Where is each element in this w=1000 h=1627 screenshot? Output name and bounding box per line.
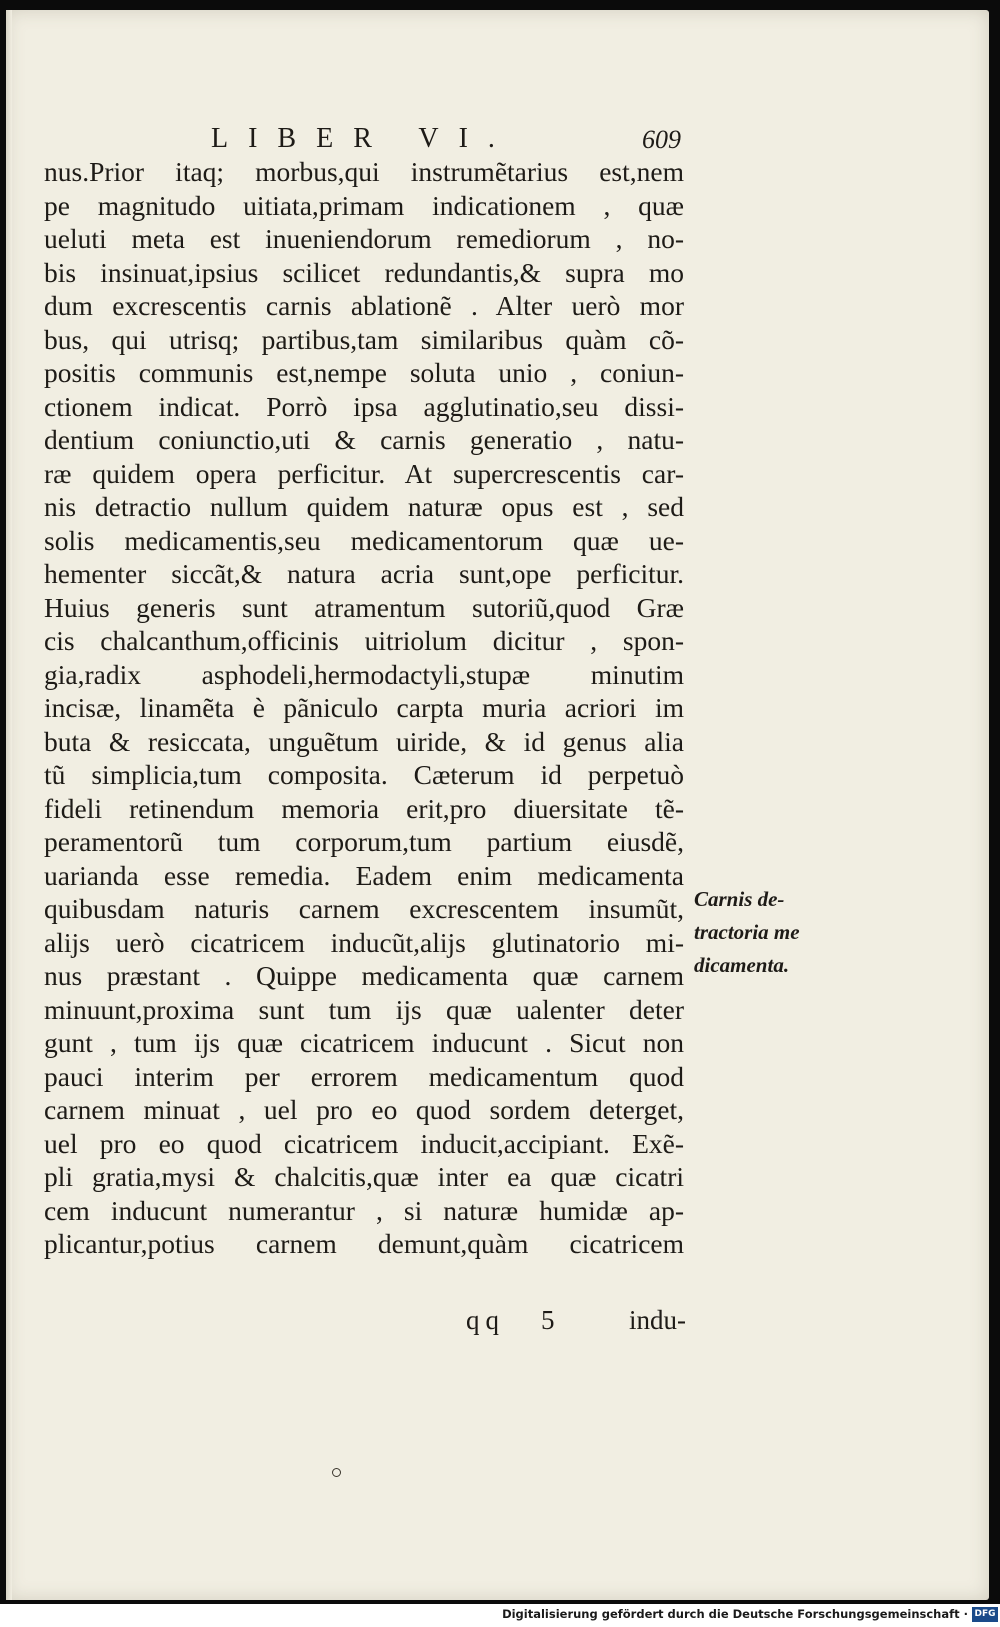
- digitization-credit-bar: [0, 1604, 1000, 1627]
- text-line: peramentorũ tum corporum,tum partium eiusdẽ,: [44, 826, 684, 857]
- main-text-block: [44, 155, 684, 1261]
- page-number: 609: [642, 125, 681, 154]
- text-line: bus, qui utrisq; partibus,tam similaribus quàm cõ-: [44, 323, 684, 355]
- book-page: [6, 10, 989, 1600]
- text-line: ræ quidem opera perficitur. At supercrescentis car-: [44, 457, 684, 489]
- text-line: cis chalcanthum,officinis uitriolum dicitur , spon-: [44, 625, 684, 656]
- text-line: Huius generis sunt atramentum sutoriũ,quod Græ: [44, 591, 684, 623]
- text-line: gia,radix asphodeli,hermodactyli,stupæ minutim: [44, 658, 684, 690]
- text-line: plicantur,potius carnem demunt,quàm cicatricem: [44, 1228, 684, 1259]
- text-line: uarianda esse remedia. Eadem enim medicamenta: [44, 859, 684, 891]
- text-line: hementer siccãt,& natura acria sunt,ope perficitur.: [44, 558, 684, 589]
- text-line: ctionem indicat. Porrò ipsa agglutinatio,seu dissi-: [44, 390, 684, 422]
- text-line: fideli retinendum memoria erit,pro diuersitate tẽ-: [44, 792, 684, 824]
- text-line: incisæ, linamẽta è pãniculo carpta muria acriori im: [44, 692, 684, 723]
- marginal-note-line: dicamenta.: [694, 953, 790, 977]
- credit-text: Digitalisierung gefördert durch die Deutsche Forschungsgemeinschaft ·: [502, 1607, 968, 1621]
- text-line: nus.Prior itaq; morbus,qui instrumẽtarius est,nem: [44, 156, 684, 187]
- marginal-note-line: tractoria me: [694, 920, 800, 944]
- dfg-logo: DFG: [972, 1607, 998, 1622]
- text-line: pli gratia,mysi & chalcitis,quæ inter ea quæ cicatri: [44, 1161, 684, 1192]
- text-line: ueluti meta est inueniendorum remediorum , no-: [44, 223, 684, 254]
- page-footer: [466, 1305, 686, 1341]
- text-line: quibusdam naturis carnem excrescentem insumũt,: [44, 893, 684, 924]
- text-line: tũ simplicia,tum composita. Cæterum id perpetuò: [44, 759, 684, 790]
- text-line: pauci interim per errorem medicamentum quod: [44, 1060, 684, 1092]
- text-line: uel pro eo quod cicatricem inducit,accipiant. Exẽ-: [44, 1127, 684, 1159]
- text-line: pe magnitudo uitiata,primam indicationem , quæ: [44, 189, 684, 221]
- text-line: positis communis est,nempe soluta unio , coniun-: [44, 357, 684, 388]
- text-line: minuunt,proxima sunt tum ijs quæ ualenter deter: [44, 993, 684, 1025]
- page-gutter-edge: [6, 10, 12, 1600]
- text-line: nus præstant . Quippe medicamenta quæ carnem: [44, 960, 684, 991]
- marginal-note: [694, 883, 824, 982]
- text-line: bis insinuat,ipsius scilicet redundantis,& supra mo: [44, 256, 684, 288]
- signature-mark: qq: [466, 1305, 505, 1335]
- text-line: cem inducunt numerantur , si naturæ humidæ ap-: [44, 1194, 684, 1226]
- catchword: indu-: [629, 1305, 686, 1335]
- text-line: alijs uerò cicatricem inducũt,alijs glutinatorio mi-: [44, 926, 684, 958]
- running-head: LIBER VI.: [211, 123, 515, 154]
- text-line: nis detractio nullum quidem naturæ opus est , sed: [44, 491, 684, 522]
- paper-speck: [332, 1468, 341, 1477]
- text-line: solis medicamentis,seu medicamentorum quæ ue-: [44, 524, 684, 556]
- text-line: carnem minuat , uel pro eo quod sordem deterget,: [44, 1094, 684, 1125]
- text-line: buta & resiccata, unguẽtum uiride, & id genus alia: [44, 725, 684, 757]
- text-line: dum excrescentis carnis ablationẽ . Alter uerò mor: [44, 290, 684, 321]
- text-line: dentium coniunctio,uti & carnis generatio , natu-: [44, 424, 684, 455]
- text-line: gunt , tum ijs quæ cicatricem inducunt . Sicut non: [44, 1027, 684, 1058]
- marginal-note-line: Carnis de-: [694, 887, 785, 911]
- signature-number: 5: [541, 1305, 555, 1335]
